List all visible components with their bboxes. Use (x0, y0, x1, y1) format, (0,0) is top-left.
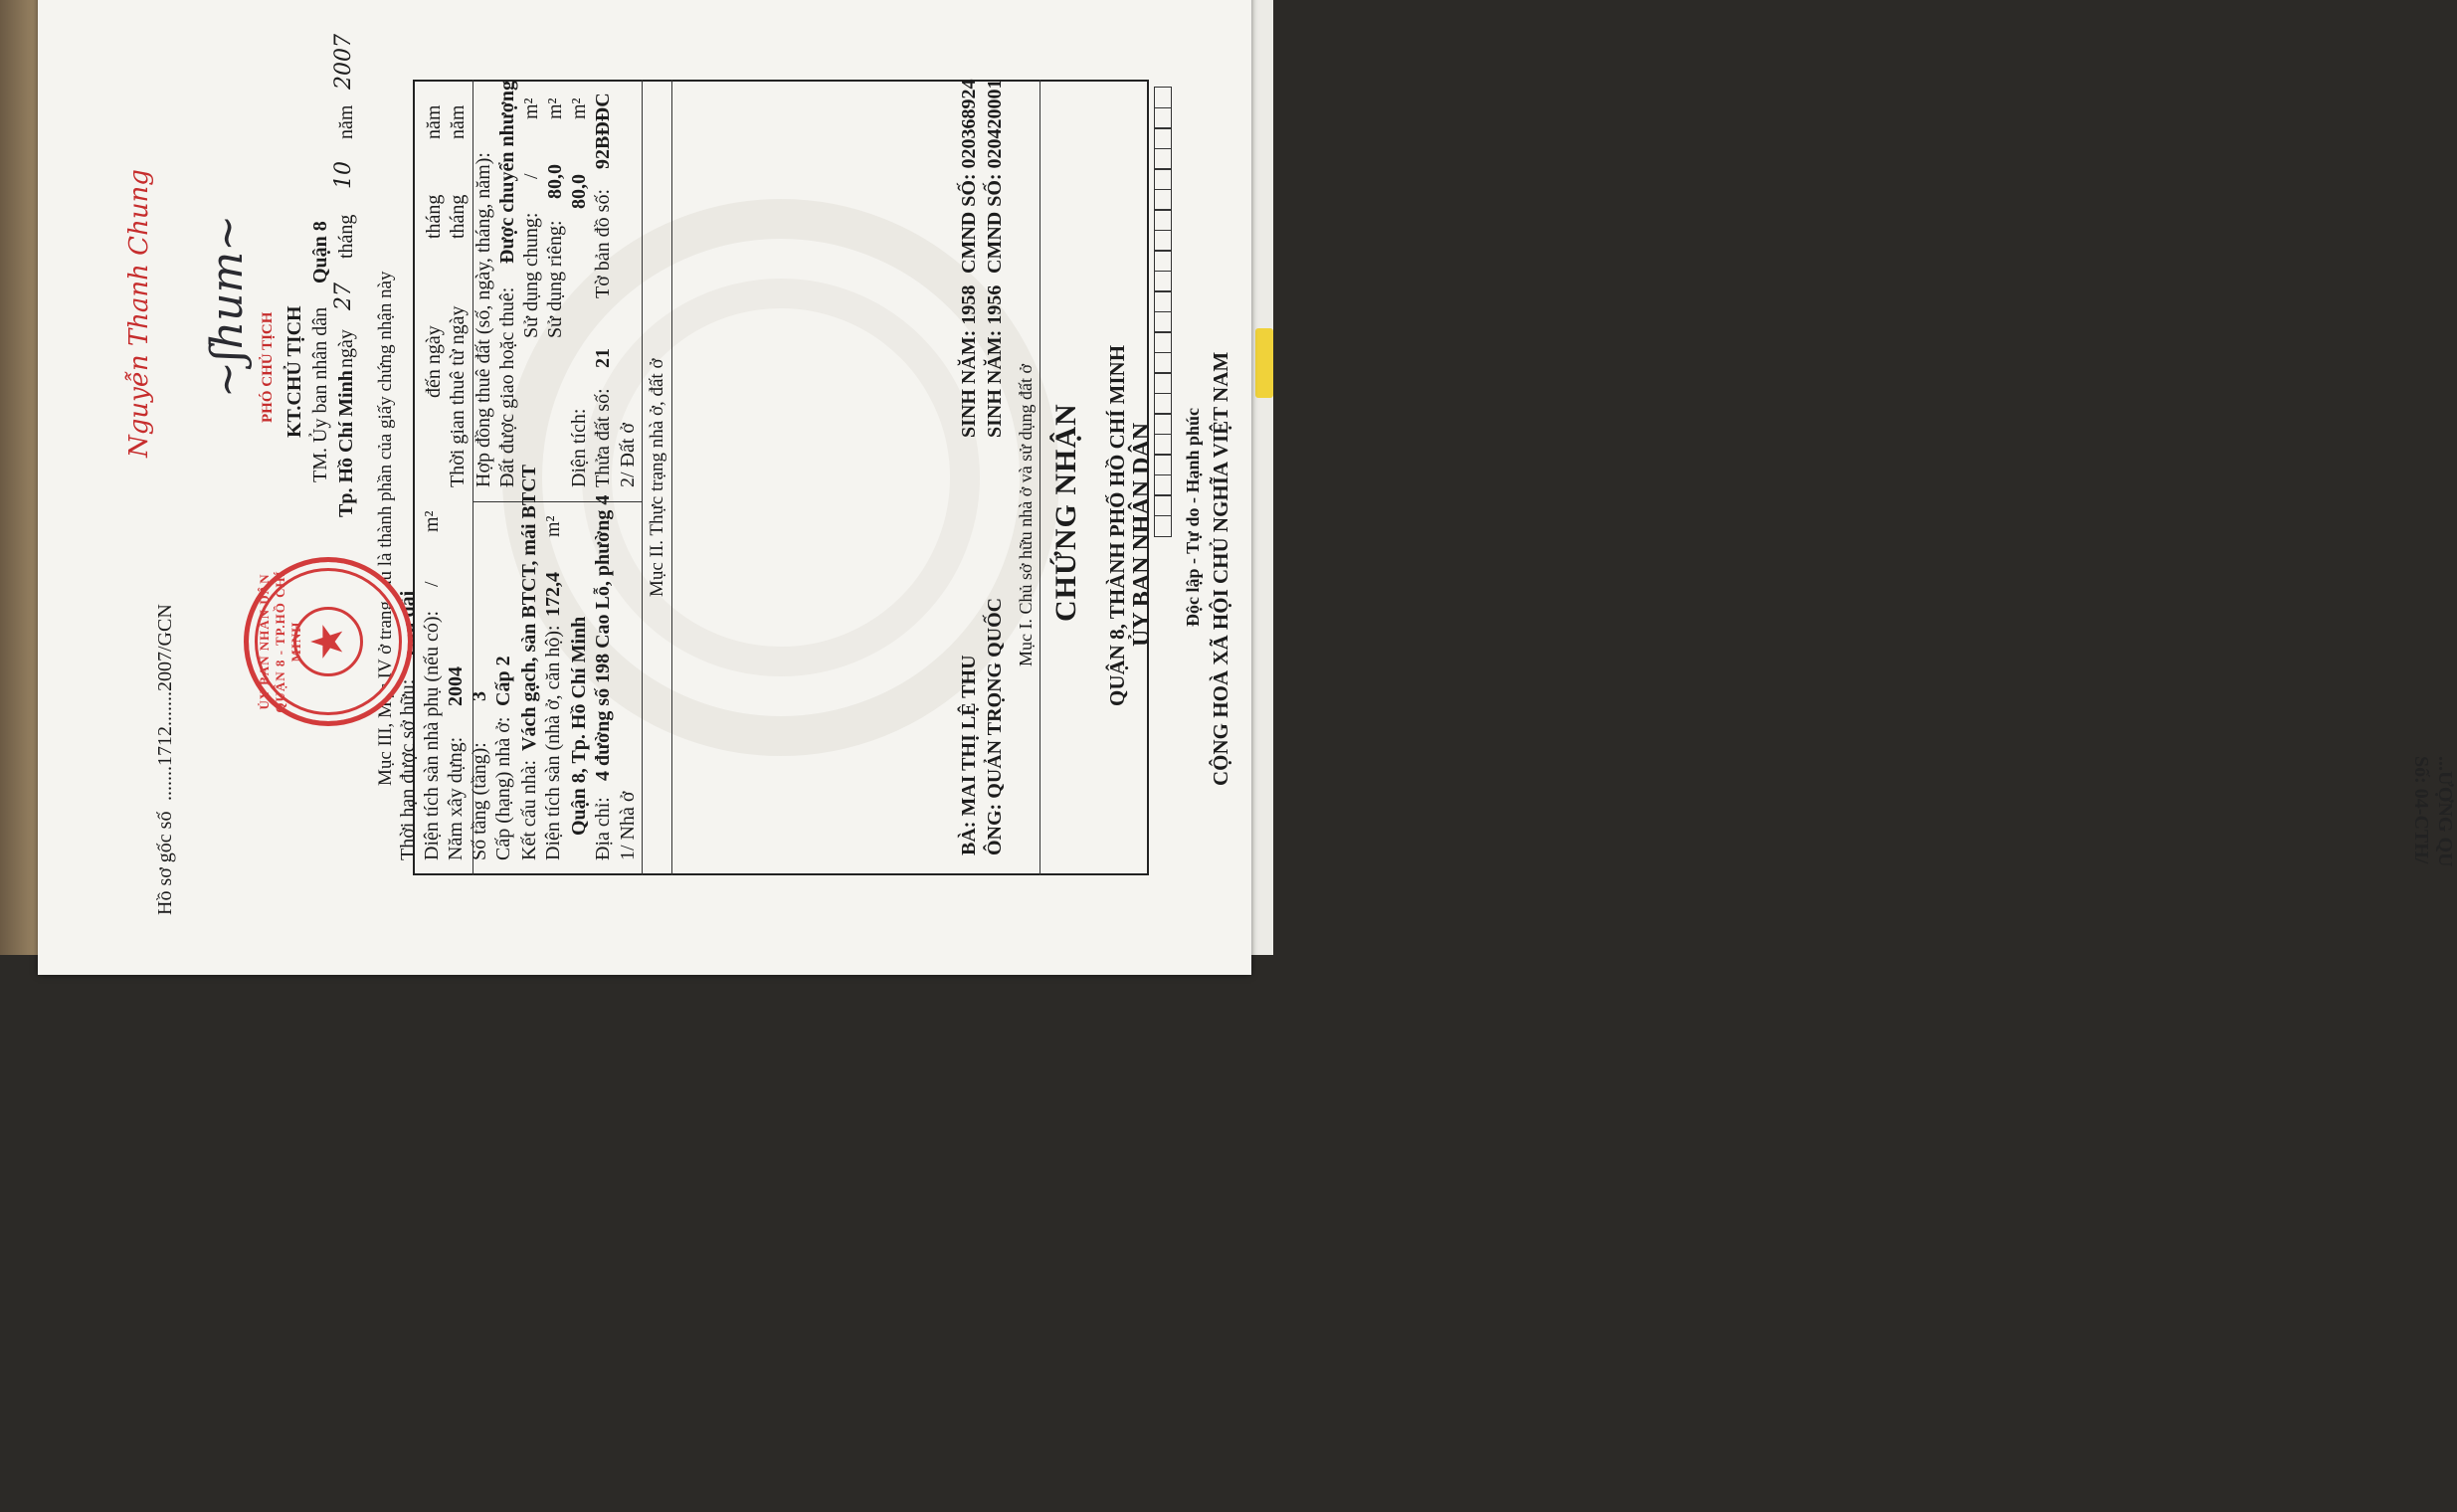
owner2-id: CMND SỐ: 020368924 (958, 79, 980, 274)
parcel-label: Thửa đất số: (592, 388, 614, 487)
year-built-value: 2004 (445, 666, 467, 706)
owner2-name: BÀ: MAI THỊ LỆ THU (958, 655, 980, 855)
section2-heading-divider (671, 80, 672, 875)
common-use-unit: m² (520, 97, 542, 119)
file-number-value: .......1712.......2007/GCN (154, 604, 176, 801)
section2-heading: Mục II. Thực trạng nhà ở, đất ở (647, 358, 667, 597)
republic-heading: CỘNG HOÀ XÃ HỘI CHỦ NGHĨA VIỆT NAM (1209, 351, 1232, 786)
floors-value: 3 (469, 691, 490, 701)
structure-value: Vách gạch, sàn BTCT, mái BTCT (518, 464, 540, 751)
private-use-unit: m² (544, 97, 566, 119)
signing-month-value: 10 (331, 161, 356, 189)
floor-area-unit: m² (542, 515, 564, 537)
structure-label: Kết cấu nhà: (518, 759, 540, 860)
section2-body-divider (642, 80, 643, 875)
allocation-value: Được chuyển nhượng (496, 81, 518, 264)
handwritten-signature: ~ʃhum~ (202, 214, 253, 398)
floors-label: Số tầng (tầng): (469, 742, 490, 860)
signing-day-value: 27 (331, 283, 356, 310)
private-use-label: Sử dụng riêng: (544, 220, 566, 338)
parcel-value: 21 (592, 348, 614, 368)
lease-from-label: Thời gian thuê từ ngày (447, 305, 469, 487)
lease-contract-label: Hợp đồng thuê đất (số, ngày, tháng, năm): (472, 152, 494, 487)
signing-year-label: năm (335, 104, 357, 139)
grade-value: Cấp 2 (492, 656, 514, 706)
signing-day-label: ngày (335, 329, 357, 368)
certificate-document (85, 0, 1232, 955)
signing-month-label: tháng (335, 214, 357, 259)
map-sheet-value: 92BĐĐC (592, 93, 614, 169)
ownership-term-label: Thời hạn được sở hữu: (397, 678, 419, 860)
official-seal (244, 557, 413, 726)
ownership-term-value: Lâu dài (397, 590, 419, 657)
allocation-label: Đất được giao hoặc thuê: (496, 286, 518, 487)
private-use-value: 80,0 (544, 164, 566, 199)
back-page-line2: Số: 04-CTH/ (2410, 756, 2432, 864)
signing-place: Tp. Hồ Chí Minh (335, 370, 357, 517)
owner1-id: CMND SỐ: 020420001 (984, 79, 1006, 274)
file-number-label: Hồ sơ gốc số (154, 811, 176, 915)
back-page-line1: ...ƯỢNG QU (2434, 756, 2456, 867)
certificate-title: CHỨNG NHẬN (1049, 403, 1082, 622)
lease-from-year: năm (447, 104, 469, 139)
land-area-label: Diện tích: (568, 408, 590, 487)
motto: Độc lập - Tự do - Hạnh phúc (1183, 407, 1203, 627)
land-heading: 2/ Đất ở (617, 422, 639, 487)
year-built-label: Năm xây dựng: (445, 736, 467, 860)
continuation-note: Mục III, Mục IV ở trang sau là thành phần của giấy chứng nhận này (375, 271, 396, 786)
common-use-label: Sử dụng chung: (520, 212, 542, 338)
signing-year-value: 2007 (331, 34, 356, 90)
aux-area-unit: m² (421, 510, 443, 532)
seal-star-icon: ★ (293, 607, 363, 676)
land-area-unit: m² (568, 97, 590, 119)
column-divider (472, 501, 642, 502)
aux-area-value: / (421, 581, 443, 587)
address-label: Địa chỉ: (592, 797, 614, 860)
pen (1255, 328, 1273, 398)
lease-to-month: tháng (423, 194, 445, 239)
signer-role-stamp: PHÓ CHỦ TỊCH (260, 311, 276, 423)
committee-heading: ỦY BAN NHÂN DÂN (1129, 422, 1155, 647)
signing-district: Quận 8 (309, 221, 331, 284)
on-behalf-label: TM. Ủy ban nhân dân (309, 306, 331, 482)
seal-text: ỦY BAN NHÂN DÂN QUẬN 8 - TP.HỒ CHÍ MINH (257, 570, 303, 713)
floor-area-value: 172,4 (542, 572, 564, 617)
signer-role: KT.CHỦ TỊCH (284, 305, 305, 438)
district-heading: QUẬN 8, THÀNH PHỐ HỒ CHÍ MINH (1105, 344, 1129, 706)
floor-area-label: Diện tích sàn (nhà ở, căn hộ): (542, 625, 564, 860)
map-sheet-label: Tờ bản đồ số: (592, 188, 614, 298)
common-use-value: / (520, 173, 542, 179)
section1-heading: Mục I. Chủ sở hữu nhà ở và sử dụng đất ở (1016, 363, 1036, 666)
owner1-name: ÔNG: QUẢN TRỌNG QUỐC (984, 597, 1006, 855)
lease-to-label: đến ngày (423, 325, 445, 398)
lease-to-year: năm (423, 104, 445, 139)
signer-name: Nguyễn Thanh Chung (124, 169, 154, 458)
grade-label: Cấp (hạng) nhà ở: (492, 716, 514, 860)
address-value-2: Quận 8, Tp. Hồ Chí Minh (568, 616, 590, 836)
address-value-1: 4 đường số 198 Cao Lỗ, phường 4 (592, 494, 614, 781)
house-heading: 1/ Nhà ở (617, 791, 639, 860)
land-area-value: 80,0 (568, 174, 590, 209)
owner1-birth-year: SINH NĂM: 1956 (984, 284, 1006, 438)
aux-area-label: Diện tích sàn nhà phụ (nếu có): (421, 610, 443, 860)
serial-boxes (1154, 89, 1172, 537)
owner2-birth-year: SINH NĂM: 1958 (958, 284, 980, 438)
back-page-text (2409, 756, 2457, 1512)
lease-from-month: tháng (447, 194, 469, 239)
